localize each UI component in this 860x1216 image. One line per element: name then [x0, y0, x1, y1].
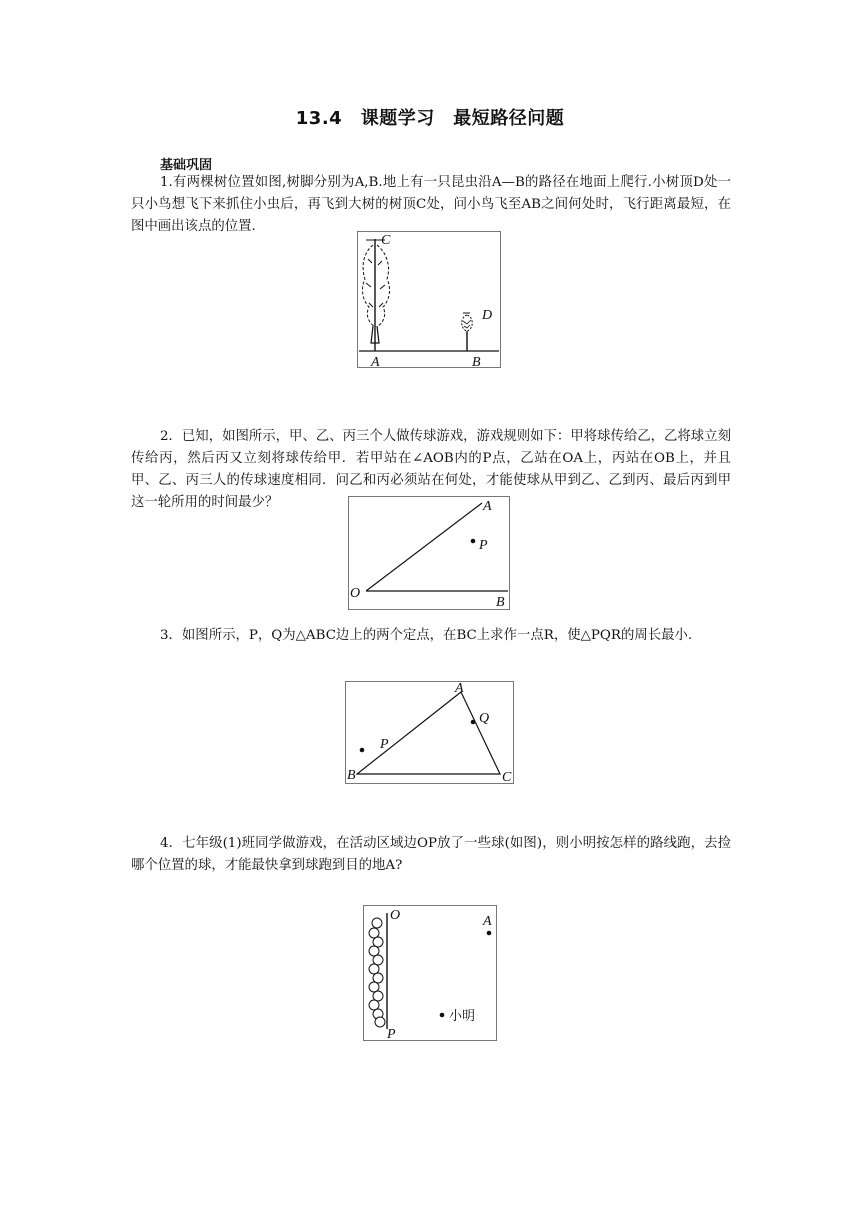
- label-a: A: [483, 914, 492, 929]
- label-b: B: [472, 355, 481, 368]
- label-d: D: [482, 308, 493, 323]
- label-p: P: [387, 1027, 396, 1041]
- label-a: A: [455, 681, 464, 696]
- small-tree-icon: [462, 313, 473, 351]
- label-b: B: [347, 768, 356, 783]
- label-c: C: [502, 770, 512, 784]
- label-b: B: [496, 595, 505, 610]
- figure-frame: [358, 232, 501, 368]
- question-1-text: 1.有两棵树位置如图,树脚分别为A,B.地上有一只昆虫沿A—B的路径在地面上爬行.小树顶D处一只小鸟想飞下来抓住小虫后，再飞到大树的树顶C处，问小鸟飞至AB之间何处时，飞行距离最短，在图中画出该点的位置.: [131, 175, 731, 234]
- label-a: A: [371, 355, 380, 368]
- figure-frame: [346, 682, 514, 784]
- label-c: C: [381, 233, 391, 248]
- question-3-text: 3．如图所示，P，Q为△ABC边上的两个定点，在BC上求作一点R，使△PQR的周长最小.: [160, 628, 693, 643]
- question-4-text: 4．七年级(1)班同学做游戏，在活动区域边OP放了一些球(如图)，则小明按怎样的路线跑，去捡哪个位置的球，才能最快拿到球跑到目的地A?: [131, 836, 731, 873]
- label-q: Q: [479, 711, 490, 726]
- figure-2-angle: [348, 496, 510, 610]
- point-p: [471, 539, 476, 544]
- figure-4-balls: [363, 905, 497, 1041]
- triangle-abc: [357, 692, 500, 774]
- label-o: O: [390, 908, 401, 923]
- point-p: [360, 748, 365, 753]
- ray-oa: [366, 503, 482, 591]
- label-o: O: [350, 586, 361, 601]
- point-q: [471, 720, 476, 725]
- point-xiaoming: [440, 1013, 445, 1018]
- label-a: A: [483, 499, 492, 514]
- label-p: P: [380, 737, 389, 752]
- figure-1-trees: [357, 231, 501, 368]
- figure-3-triangle: [345, 681, 514, 784]
- balls-group: [369, 918, 385, 1027]
- section-heading: 基础巩固: [160, 158, 213, 173]
- point-a: [487, 931, 492, 936]
- label-p: P: [479, 538, 488, 553]
- question-2-text: 2．已知，如图所示，甲、乙、丙三个人做传球游戏，游戏规则如下：甲将球传给乙，乙将球立刻传给丙，然后丙又立刻将球传给甲．若甲站在∠AOB内的P点，乙站在OA上，丙站在OB上，并且甲、乙、丙三人的传球速度相同．问乙和丙必须站在何处，才能使球从甲到乙、乙到丙、最后丙到甲这一轮所用的时间最少？: [131, 429, 731, 510]
- big-tree-icon: [362, 239, 389, 351]
- page-title: 13.4 课题学习 最短路径问题: [295, 108, 565, 129]
- label-xiaoming: 小明: [449, 1009, 476, 1024]
